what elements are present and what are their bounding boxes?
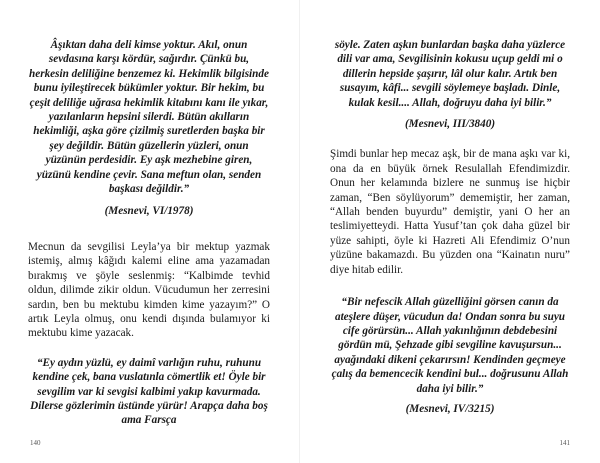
mesnevi-quote-continued: söyle. Zaten aşkın bunlardan başka daha yüzlerce dili var ama, Sevgilisinin kokusu uçup geldi mi o dillerin hepside şaşırır, lâl olur kalır. Artık ben susayım, kâfi... sevgili söylemeye başladı. Dinle, kulak kesil.... Allah, doğruyu daha iyi bilir.” xyxy=(334,39,566,109)
quote-source: (Mesnevi, III/3840) xyxy=(404,118,496,131)
quote-source: (Mesnevi, IV/3215) xyxy=(405,402,495,415)
poem-quote: “Ey aydın yüzlü, ey daimî varlığın ruhu, ruhunu kendine çek, bana vuslatınla cömertlik et! Öyle bir sevgilim var ki sevgisi kalbimi yakıp kavurmada. Dilerse gözlerimin üstünde yürür! Arapça daha boş ama Farsça xyxy=(30,356,268,427)
page-number: 141 xyxy=(559,439,570,447)
page-number: 140 xyxy=(30,439,41,447)
mesnevi-quote: Âşıktan daha deli kimse yoktur. Akıl, onun sevdasına karşı kördür, sağırdır. Çünkü bu, herkesin deliliğine benzemez ki. Hekimlik bilgisinde bunu iyileştirecek bükümler yoktur. Bir hekim, bu çeşit deliliğe uğrasa hekimlik kitabını kanı ile yıkar, yazılanların hepsini silerdi. Bütün akılların hekimliği, aşka göre çizilmiş suretlerden başka bir şey değildir. Bütün güzellerin yüzleri, onun yüzünün perdesidir. Ey aşk mezhebine giren, yüzünü kendine çevir. Sana meftun olan, senden başkası değildir.” xyxy=(29,39,269,196)
body-paragraph: Şimdi bunlar hep mecaz aşk, bir de mana aşkı var ki, ona da en büyük örnek Resulallah Efendimizdir. Onun her kelamında bizlere ne sunmuş ise hiçbir zaman, “Ben söylüyorum” dememiştir, her zaman, “Allah benden buyurdu” demiştir, yani O her an teslimiyetteydi. Hatta Yusuf’tan çok daha güzel bir yüze sahipti, öyle ki Hazreti Ali Efendimiz O’nun yüzüne bakamazdı. Bu yüzden ona “Kainatın nuru” diye hitab edilir. xyxy=(330,148,570,276)
mesnevi-quote: “Bir nefescik Allah güzelliğini görsen canın da ateşlere düşer, vücudun da! Ondan sonra bu suyu cife görürsün... Allah yakınlığının debdebesini gördün mü, Şehzade gibi sevgiline kavuşursun... ayağındaki dikeni çekarırsın! Kendinden geçmeye çalış da bemencecik kendini bul... doğrusunu Allah daha iyi bilir.” xyxy=(331,296,569,395)
right-page xyxy=(300,0,600,463)
quote-source: (Mesnevi, VI/1978) xyxy=(104,205,194,218)
body-paragraph: Mecnun da sevgilisi Leyla’ya bir mektup yazmak istemiş, almış kâğıdı kalemi eline ama yazamadan bırakmış ve şöyle seslenmiş: “Kalbimde tevhid oldun, dilimde zikir oldun. Vücudumun her zerresini sardın, ben bu mektubu kimden kime yazayım?” O artık Leyla olmuş, onu kendi dışında bulamıyor ki mektubu kime yazacak. xyxy=(28,240,270,340)
